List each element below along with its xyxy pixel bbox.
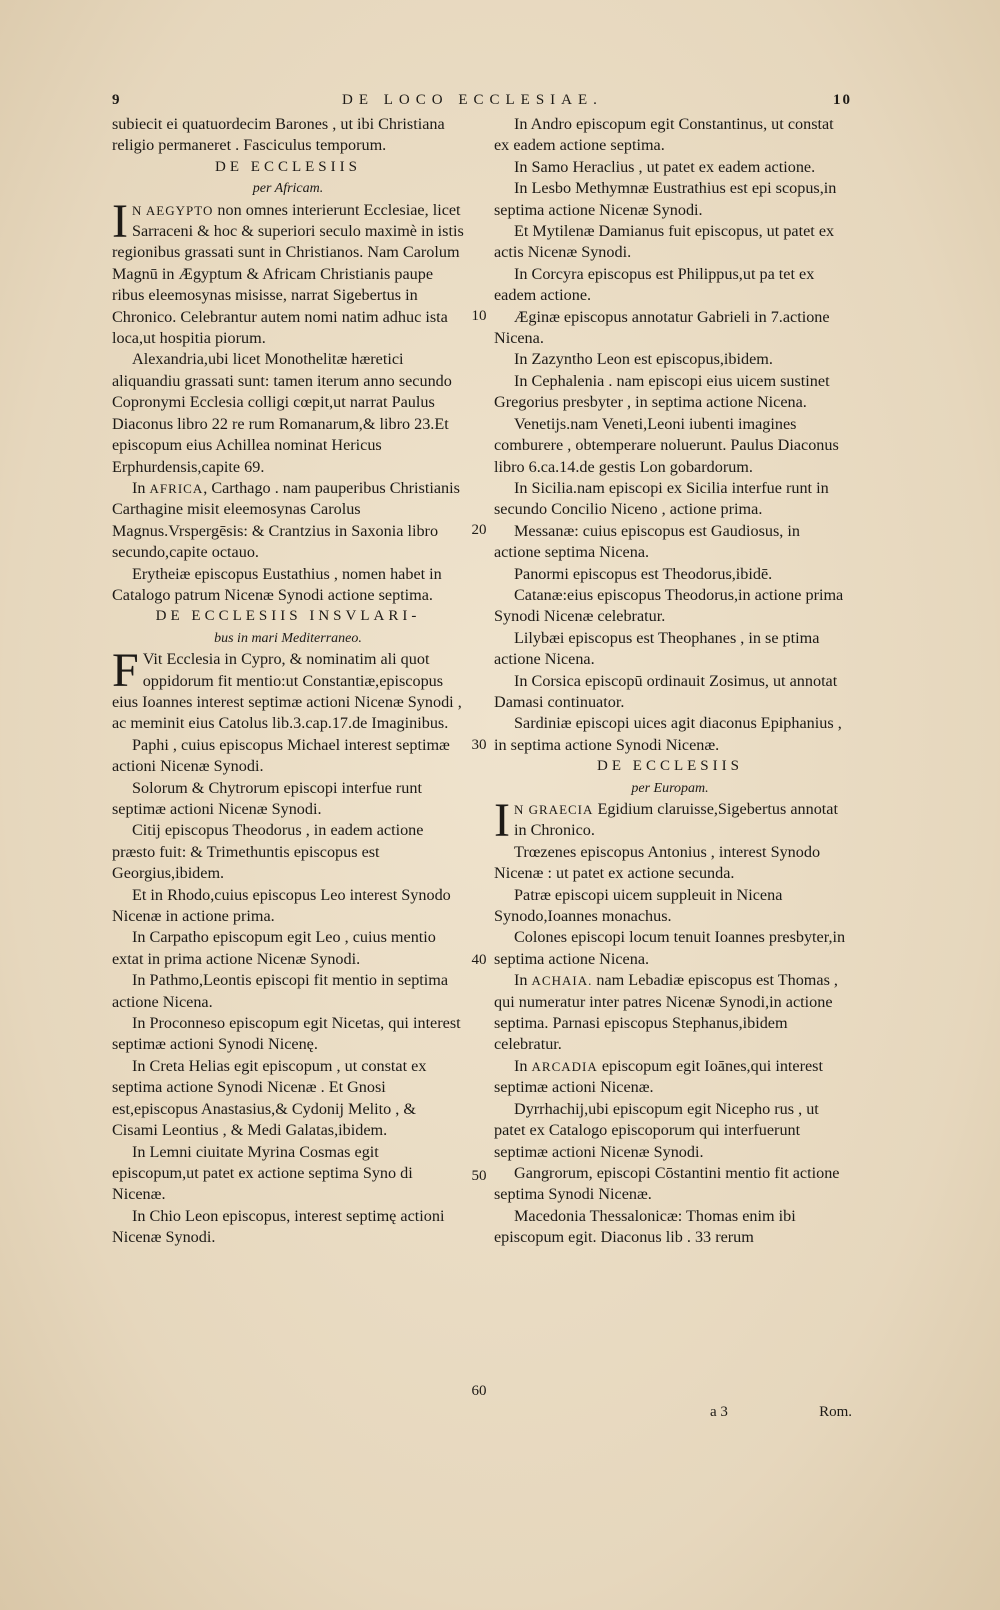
paragraph: subiecit ei quatuordecim Barones , ut ibi Christiana religio permaneret . Fasciculus temporum. (112, 115, 445, 155)
paragraph: Alexandria,ubi licet Monothelitæ hæretici aliquandiu grassati sunt: tamen iterum anno secundo Copronymi Ecclesia colligi cœpit,ut narrat Paulus Diaconus libro 22 re rum Romanarum,& libro 23.Et episcopum eius Achillea nominat Hericus Erphurdensis,capite 69. (112, 350, 452, 476)
paragraph: In AFRICA, Carthago . nam pauperibus Christianis Carthagine misit eleemosynas Carolus Magnus.Vrspergēsis: & Crantzius in Saxonia libro secundo,capite octauo. (112, 478, 460, 562)
paragraph: Trœzenes episcopus Antonius , interest Synodo Nicenæ : ut patet ex actione secunda. (494, 842, 821, 883)
paragraph (112, 194, 464, 350)
paragraph: Venetijs.nam Veneti,Leoni iubenti imagines comburere , obtemperare noluerunt. Paulus Diaconus libro 6.ca.14.de gestis Lon gobardorum. (494, 414, 839, 476)
paragraph-text: Egidium claruisse,Sigebertus annotat in Chronico. (513, 800, 838, 840)
section-heading: DE ECCLESIIS INSVLARI- (155, 608, 421, 625)
paragraph: In Carpatho episcopum egit Leo , cuius mentio extat in prima actione Nicenæ Synodi. (112, 928, 436, 968)
line-number: 50 (471, 1168, 487, 1184)
catchword: Rom. (819, 1404, 852, 1420)
paragraph (112, 644, 464, 735)
page-number-right: 10 (833, 92, 852, 108)
paragraph: In Cephalenia . nam episcopi eius uicem sustinet Gregorius presbyter , in septima actione Nicena. (494, 371, 830, 412)
paragraph: In Lesbo Methymnæ Eustrathius est epi scopus,in septima actione Nicenæ Synodi. (494, 179, 837, 219)
paragraph-text: In (514, 971, 528, 990)
paragraph: In Lemni ciuitate Myrina Cosmas egit episcopum,ut patet ex actione septima Syno di Nicenæ. (112, 1142, 413, 1204)
paragraph: Lilybæi episcopus est Theophanes , in se ptima actione Nicena. (494, 628, 820, 669)
paragraph: Citij episcopus Theodorus , in eadem actione præsto fuit: & Trimethuntis episcopus est Georgius,ibidem. (112, 821, 424, 883)
page-number-left: 9 (112, 92, 122, 108)
paragraph: In Proconneso episcopum egit Nicetas, qui interest septimæ actioni Synodi Nicenę. (112, 1014, 461, 1054)
paragraph: Æginæ episcopus annotatur Gabrieli in 7.actione Nicena. (494, 307, 830, 348)
section-heading: DE ECCLESIIS (597, 758, 743, 775)
paragraph: Sardiniæ episcopi uices agit diaconus Epiphanius , in septima actione Synodi Nicenæ. (494, 714, 842, 754)
line-number: 30 (471, 737, 487, 753)
drop-cap: F (112, 644, 139, 698)
paragraph: Catanæ:eius episcopus Theodorus,in actione prima Synodi Nicenæ celebratur. (494, 585, 844, 626)
paragraph: Macedonia Thessalonicæ: Thomas enim ibi episcopum egit. Diaconus lib . 33 rerum (494, 1206, 796, 1247)
paragraph (494, 970, 846, 1056)
paragraph: Dyrrhachij,ubi episcopum egit Nicepho rus , ut patet ex Catalogo episcoporum qui interfuerunt septimæ actioni Nicenæ Synodi. (494, 1099, 819, 1161)
paragraph: In Corsica episcopū ordinauit Zosimus, ut annotat Damasi continuator. (494, 671, 838, 711)
line-number: 10 (471, 308, 487, 324)
paragraph: Solorum & Chytrorum episcopi interfue runt septimæ actioni Nicenæ Synodi. (112, 778, 422, 818)
paragraph: In Pathmo,Leontis episcopi fit mentio in septima actione Nicena. (112, 971, 449, 1011)
paragraph: In Creta Helias egit episcopum , ut constat ex septima actione Synodi Nicenæ . Et Gnosi est,episcopus Anastasius,& Cydonij Melito , & Cisami Leontius , & Medi Galatas,ibidem. (112, 1056, 427, 1140)
drop-cap: I (494, 794, 510, 847)
paragraph: Gangrorum, episcopi Cōstantini mentio fit actione septima Synodi Nicenæ. (494, 1163, 840, 1204)
signature-mark: a 3 (710, 1404, 728, 1420)
paragraph-text: In (514, 1056, 528, 1075)
section-heading: DE ECCLESIIS (215, 158, 361, 175)
paragraph: In Zazyntho Leon est episcopus,ibidem. (514, 350, 773, 369)
small-caps-term: N AEGYPTO (131, 202, 214, 218)
paragraph: Patræ episcopi uicem suppleuit in Nicena Synodo,Ioannes monachus. (494, 885, 783, 926)
paragraph: In Sicilia.nam episcopi ex Sicilia interfue runt in secundo Concilio Niceno , actione prima. (494, 478, 829, 519)
paragraph: In Chio Leon episcopus, interest septimę actioni Nicenæ Synodi. (112, 1206, 445, 1247)
section-subheading: per Europam. (631, 780, 709, 796)
line-number: 60 (471, 1383, 487, 1399)
paragraph: Panormi episcopus est Theodorus,ibidē. (514, 564, 773, 583)
paragraph: Erytheiæ episcopus Eustathius , nomen habet in Catalogo patrum Nicenæ Synodi actione septima. (112, 564, 442, 604)
paragraph: In Samo Heraclius , ut patet ex eadem actione. (514, 157, 816, 176)
small-caps-term: AFRICA (149, 480, 204, 496)
section-subheading: per Africam. (252, 181, 324, 197)
small-caps-term: N GRAECIA (513, 802, 594, 817)
paragraph (494, 1056, 846, 1099)
paragraph (494, 794, 846, 847)
paragraph-text: non omnes interierunt Ecclesiae, licet Sarraceni & hoc & superiori seculo maximè in istis regionibus grassati sunt in Christianos. Nam Carolum Magnū in Ægyptum & Africam Christianis paupe ribus eleemosynas misisse, narrat Sigebertus in Chronico. Celebrantur autem nomi natim adhuc ista loca,ut hospitia piorum. (112, 200, 464, 348)
running-title: DE LOCO ECCLESIAE. (342, 92, 603, 108)
drop-cap: I (112, 194, 128, 248)
paragraph-text: Vit Ecclesia in Cypro, & nominatim ali quot oppidorum fit mentio:ut Constantiæ,episcopus eius Ioannes interest septimæ actioni Nicenæ Synodi , ac meminit eius Catolus lib.3.cap.17.de Imaginibus. (112, 650, 462, 733)
paragraph: Paphi , cuius episcopus Michael interest septimæ actioni Nicenæ Synodi. (112, 735, 450, 776)
paragraph: In Corcyra episcopus est Philippus,ut pa tet ex eadem actione. (494, 264, 815, 305)
small-caps-term: ACHAIA. (531, 973, 593, 989)
paragraph-text: episcopum egit Ioānes,qui interest septimæ actioni Nicenæ. (494, 1056, 823, 1097)
line-number: 40 (471, 952, 487, 968)
section-subheading: bus in mari Mediterraneo. (214, 630, 362, 646)
paragraph: In Andro episcopum egit Constantinus, ut constat ex eadem actione septima. (494, 115, 834, 155)
running-header (112, 92, 852, 116)
left-column (112, 114, 464, 1249)
paragraph-text: nam Lebadiæ episcopus est Thomas , qui numeratur inter patres Nicenæ Synodi,in actione septima. Parnasi episcopus Stephanus,ibidem celebratur. (494, 971, 838, 1054)
paragraph: Messanæ: cuius episcopus est Gaudiosus, in actione septima Nicena. (494, 521, 800, 562)
paragraph: Colones episcopi locum tenuit Ioannes presbyter,in septima actione Nicena. (494, 928, 846, 968)
small-caps-term: ARCADIA (531, 1058, 598, 1074)
line-number: 20 (471, 522, 487, 538)
right-column (494, 114, 846, 1249)
paragraph: Et in Rhodo,cuius episcopus Leo interest Synodo Nicenæ in actione prima. (112, 885, 451, 926)
paragraph: Et Mytilenæ Damianus fuit episcopus, ut patet ex actis Nicenæ Synodi. (494, 222, 835, 262)
paragraph-text: , Carthago . nam pauperibus Christianis Carthagine misit eleemosynas Carolus Magnus.Vrspergēsis: & Crantzius in Saxonia libro secundo,capite octauo. (112, 478, 460, 562)
